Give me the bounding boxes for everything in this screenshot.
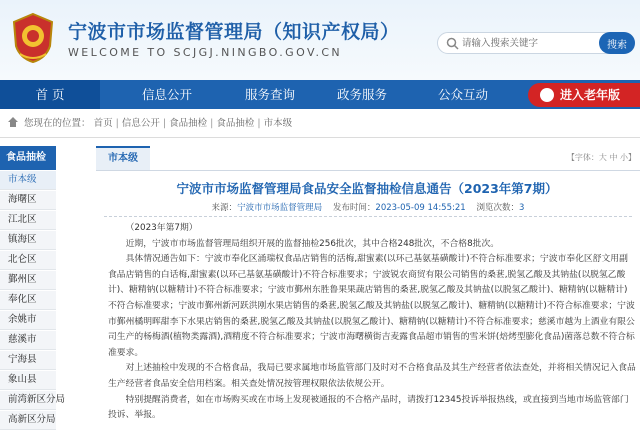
nav-item-government-service[interactable]: 政务服务 — [336, 87, 387, 102]
sidebar-item-qianwan[interactable]: 前湾新区分局 — [0, 391, 56, 410]
breadcrumb-divider — [0, 137, 640, 138]
sidebar-item-haishu[interactable]: 海曙区 — [0, 191, 56, 210]
time-value: 2023-05-09 14:55:21 — [375, 203, 466, 213]
breadcrumb-city-level[interactable]: 市本级 — [263, 118, 293, 129]
elder-mode-label: 进入老年版 — [560, 88, 621, 102]
source-value: 宁波市市场监督管理局 — [237, 203, 323, 213]
nav-item-public-interaction[interactable]: 公众互动 — [437, 87, 488, 102]
article-paragraph: 具体情况通告如下：宁波市奉化区涌瑞权食品店销售的活梅,甜蜜素(以环己基氨基磺酸计)不符合标准要求；宁波市奉化区舒文用副食品店销售的白话梅,甜蜜素(以环己基氨基磺酸计)不符合标准要求；宁波锐农商贸有限公司销售的桑葚,脱氢乙酸及其钠盐(以脱氢乙酸计)、糖精钠(以糖精计)不符合标准要求；宁波市鄞州东胜鲁果果蔬店销售的桑葚,脱氢乙酸及其钠盐(以脱氢乙酸计)、糖精钠(以糖精计)不符合标准要求；宁波市鄞州新河跃洪刚水果店销售的桑葚,脱氢乙酸及其钠盐(以脱氢乙酸计)、糖精钠(以糖精计)不符合标准要求；宁波市鄞州橘明晖甜李下水果店销售的桑葚,脱氢乙酸及其钠盐(以脱氢乙酸计)、糖精钠(以糖精计)不符合标准要求；慈溪市越为上酒业有限公司生产的杨梅酒(植物类露酒),酒精度不符合标准要求；宁波市海曙横街吉麦露食品超市销售的雪米饼(焙烤型膨化食品)菌落总数不符合标准要求。 — [108, 254, 635, 358]
breadcrumb-home[interactable]: 首页 — [93, 118, 113, 129]
site-header — [0, 0, 640, 80]
views-label: 浏览次数： — [476, 203, 520, 213]
article-paragraph: （2023年第7期） — [125, 223, 198, 233]
article-paragraph: 近期，宁波市市场监督管理局组织开展的监督抽检256批次，其中合格248批次，不合格8批次。 — [125, 238, 500, 249]
section-divider — [96, 170, 640, 171]
elder-mode-icon — [540, 88, 554, 102]
font-size-control[interactable]: 【字体：大 中 小】 — [566, 153, 636, 162]
nav-item-home[interactable]: 首 页 — [0, 80, 100, 109]
nav-item-service-query[interactable]: 服务查询 — [244, 87, 295, 102]
sidebar-item-gaoxin[interactable]: 高新区分局 — [0, 411, 56, 430]
time-label: 发布时间： — [332, 203, 376, 213]
sidebar-item-ninghai[interactable]: 宁海县 — [0, 351, 56, 370]
article-paragraph: 对上述抽检中发现的不合格食品，我局已要求属地市场监管部门及时对不合格食品及其生产经营者依法查处，并将相关情况记入食品生产经营者食品安全信用档案。相关查处情况按管理权限依法依规公开。 — [108, 363, 636, 389]
article-body — [108, 221, 636, 424]
source-label: 来源： — [211, 203, 238, 213]
section-tab: 市本级 — [96, 146, 150, 170]
search-box — [437, 32, 635, 54]
breadcrumb-separator: | — [115, 118, 119, 129]
sidebar-item-city-level[interactable]: 市本级 — [0, 171, 56, 190]
sidebar-item-zhenhai[interactable]: 镇海区 — [0, 231, 56, 250]
breadcrumb — [8, 116, 292, 132]
views-value: 3 — [519, 203, 525, 213]
sidebar-item-cixi[interactable]: 慈溪市 — [0, 331, 56, 350]
article-meta — [96, 201, 640, 213]
article-title: 宁波市市场监督管理局食品安全监督抽检信息通告（2023年第7期） — [176, 181, 558, 196]
sidebar-item-fenghua[interactable]: 奉化区 — [0, 291, 56, 310]
breadcrumb-separator: | — [162, 118, 167, 129]
breadcrumb-separator: | — [210, 118, 214, 129]
national-emblem-icon — [10, 12, 56, 64]
breadcrumb-food-sampling-sub[interactable]: 食品抽检 — [216, 118, 255, 129]
breadcrumb-food-sampling[interactable]: 食品抽检 — [169, 118, 208, 129]
sidebar-item-jiangbei[interactable]: 江北区 — [0, 211, 56, 230]
location-icon — [8, 117, 18, 127]
elder-mode-button[interactable] — [528, 83, 640, 107]
article-paragraph: 特别提醒消费者，如在市场购买或在市场上发现被通报的不合格产品时，请拨打12345投诉举报热线，或直接到当地市场监管部门投诉、举报。 — [108, 394, 629, 421]
sidebar — [0, 146, 66, 425]
search-icon — [446, 37, 459, 50]
sidebar-item-yinzhou[interactable]: 鄞州区 — [0, 271, 56, 290]
site-title: 宁波市市场监督管理局（知识产权局） — [68, 21, 400, 43]
site-subtitle: WELCOME TO SCJGJ.NINGBO.GOV.CN — [68, 46, 343, 59]
sidebar-header: 食品抽检 — [0, 146, 56, 170]
search-button[interactable]: 搜索 — [599, 32, 635, 54]
breadcrumb-info-disclosure[interactable]: 信息公开 — [121, 118, 160, 129]
meta-divider — [104, 216, 632, 217]
search-input[interactable] — [462, 35, 582, 51]
sidebar-item-yuyao[interactable]: 余姚市 — [0, 311, 56, 330]
sidebar-item-xiangshan[interactable]: 象山县 — [0, 371, 56, 390]
nav-item-info-disclosure[interactable]: 信息公开 — [141, 87, 192, 102]
sidebar-item-beilun[interactable]: 北仑区 — [0, 251, 56, 270]
breadcrumb-separator: | — [257, 118, 261, 129]
breadcrumb-prefix: 您现在的位置： — [24, 118, 91, 129]
article-panel — [96, 146, 640, 419]
